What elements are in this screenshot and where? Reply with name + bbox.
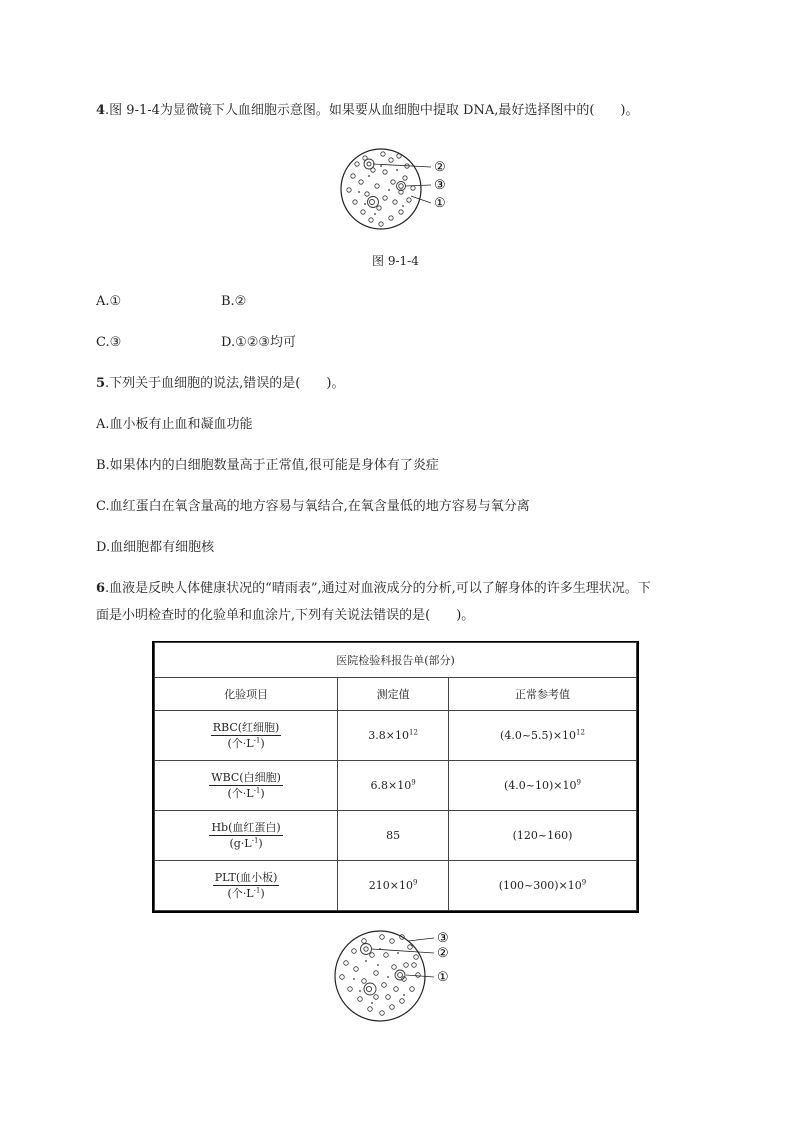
wbc-unit: (个$\cdot L^{-1}$) [227,786,265,800]
report-header-value: 测定值 [338,678,449,711]
report-row-rbc [155,711,637,761]
q5-option-b: B.如果体内的白细胞数量高于正常值,很可能是身体有了炎症 [96,458,439,473]
q4-label-1: ① [434,196,446,211]
wbc-value: $6.8\times 10^9$ [338,761,449,811]
rbc-reference: $(4.0\sim 5.5)\times 10^{12}$ [449,711,637,761]
q4-option-c: C.③ [96,335,122,350]
rbc-item-fraction [211,720,282,751]
wbc-item-name: WBC(白细胞) [211,771,281,784]
wbc-item-cell [155,761,338,811]
report-row-plt [155,861,637,911]
report-row-hb [155,811,637,861]
rbc-unit: (个$\cdot L^{-1}$) [227,736,265,750]
report-header-reference: 正常参考值 [449,678,637,711]
wbc-reference: $(4.0\sim 10)\times 10^9$ [449,761,637,811]
hb-item-fraction [209,820,282,851]
q4-option-b: B.② [221,294,247,309]
plt-item-fraction [213,870,280,901]
q4-option-a: A.① [96,294,122,309]
plt-reference: $(100\sim 300)\times 10^9$ [449,861,637,911]
q4-blood-smear-figure [335,142,465,242]
hb-reference: (120~160) [449,811,637,861]
q4-caption: 图 9-1-4 [372,254,419,268]
plt-unit: (个$\cdot L^{-1}$) [227,886,265,900]
q6-label-1: ① [437,970,449,985]
report-header-item: 化验项目 [155,678,338,711]
q6-label-3: ③ [437,931,449,946]
hb-value: 85 [338,811,449,861]
hb-unit: $(g\cdot L^{-1})$ [229,836,263,850]
rbc-item-name: RBC(红细胞) [212,721,280,734]
q5-text: .下列关于血细胞的说法,错误的是( )。 [105,376,345,391]
report-row-wbc [155,761,637,811]
q4-number: 4 [96,103,106,118]
q4-option-d: D.①②③均可 [221,335,297,350]
plt-value: $210\times 10^9$ [338,861,449,911]
hb-item-cell [155,811,338,861]
q4-field-circle [341,149,421,229]
report-title: 医院检验科报告单(部分) [155,643,637,678]
rbc-value: $3.8\times 10^{12}$ [338,711,449,761]
rbc-item-cell [155,711,338,761]
q5-option-a: A.血小板有止血和凝血功能 [96,417,253,432]
hb-item-name: Hb(血红蛋白) [211,821,281,834]
q4-label-3: ③ [434,178,446,193]
q5-option-c: C.血红蛋白在氧含量高的地方容易与氧结合,在氧含量低的地方容易与氧分离 [96,499,530,514]
plt-item-name: PLT(血小板) [214,871,278,884]
q6-stem-line2: 面是小明检查时的化验单和血涂片,下列有关说法错误的是( )。 [96,608,475,623]
plt-item-cell [155,861,338,911]
q5-option-d: D.血细胞都有细胞核 [96,540,215,555]
q5-stem [96,375,344,393]
q4-stem [96,102,639,120]
q4-text: .图 9-1-4为显微镜下人血细胞示意图。如果要从血细胞中提取 DNA,最好选择图中的( )。 [105,103,639,118]
q4-label-2: ② [434,160,446,175]
q6-blood-smear-figure [330,925,470,1027]
q6-text-line1: .血液是反映人体健康状况的“晴雨表”,通过对血液成分的分析,可以了解身体的许多生理状况。下 [105,581,651,596]
q5-number: 5 [96,376,106,391]
wbc-item-fraction [209,770,283,801]
q6-label-2: ② [437,946,449,961]
q6-field-circle [335,931,425,1021]
q6-number: 6 [96,581,106,596]
q6-stem-line1 [96,580,651,598]
lab-report-table [152,641,639,913]
